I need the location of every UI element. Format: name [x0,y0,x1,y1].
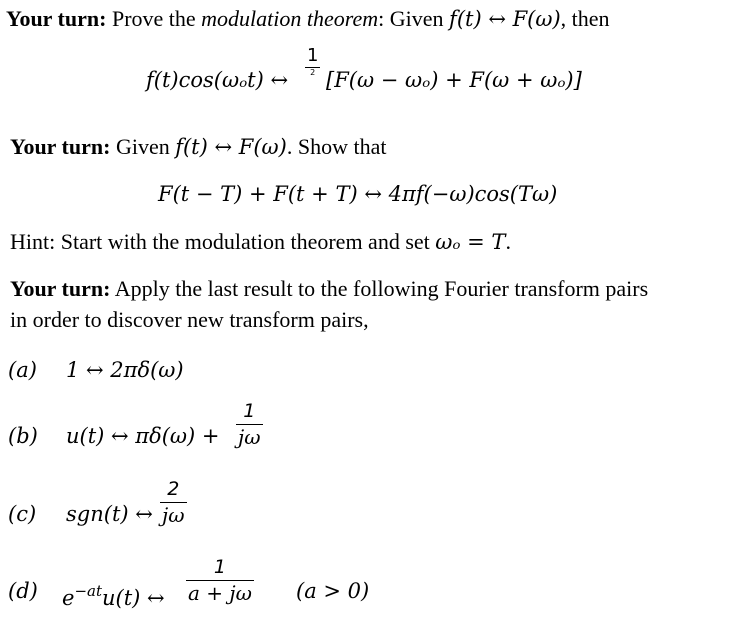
hint-line [10,229,511,255]
intro-label: Your turn: [6,6,107,31]
modulation-equation-right: [F(ω − ωₒ) + F(ω + ωₒ)] [326,68,582,92]
hint-end: . [505,229,511,254]
modulation-fraction-numerator: 1 [307,45,319,66]
intro-text-after: : Given [378,6,444,31]
hint-text: Hint: Start with the modulation theorem and set [10,229,430,254]
pair-b-fraction [236,400,263,449]
pair-d-rest: u(t) ↔ [101,586,165,610]
modulation-fraction [305,46,320,75]
task3-line2: in order to discover new transform pairs, [10,307,369,332]
task3-label: Your turn: [10,276,111,301]
fraction-bar [305,67,320,68]
theorem-name: modulation theorem [201,6,379,31]
task2-show: . Show that [286,134,387,159]
task3-line1 [10,276,648,302]
pair-a-label-text: (a) [8,358,37,382]
pair-d-expr [62,578,165,611]
modulation-fraction-denominator: 2 [310,69,316,75]
pair-b-numerator: 1 [243,400,256,422]
pair-d-base: e [62,586,75,610]
pair-b-expr: u(t) ↔ πδ(ω) + [66,424,220,448]
task2-line [10,134,386,160]
pair-d-numerator: 1 [213,556,226,578]
pair-d-denominator: a + jω [188,581,252,605]
hint-math: ωₒ = T [435,230,506,254]
pair-c-label: (c) [8,502,37,526]
pair-a-label [8,357,37,383]
task3-text-line1: Apply the last result to the following Fourier transform pairs [114,276,649,301]
intro-text-before: Prove the [111,6,196,31]
pair-b-denominator: jω [238,425,261,449]
intro-then: , then [560,6,610,31]
task2-text: Given [115,134,170,159]
pair-d-label: (d) [8,579,38,603]
task2-equation: F(t − T) + F(t + T) ↔ 4πf(−ω)cos(Tω) [158,182,558,206]
pair-d-fraction [186,556,254,605]
modulation-equation-left: f(t)cos(ωₒt) ↔ [146,68,289,92]
intro-line [6,6,610,32]
pair-a-expr: 1 ↔ 2πδ(ω) [66,358,184,382]
task2-label: Your turn: [10,134,111,159]
task2-pair: f(t) ↔ F(ω) [175,135,287,159]
pair-d-condition: (a > 0) [296,579,370,603]
pair-c-numerator: 2 [167,478,180,500]
intro-pair: f(t) ↔ F(ω) [449,7,561,31]
pair-b-label: (b) [8,424,38,448]
pair-c-denominator: jω [162,503,185,527]
pair-d-exponent: −at [74,582,102,600]
pair-c-expr: sgn(t) ↔ [66,502,153,526]
pair-c-fraction [160,478,187,527]
